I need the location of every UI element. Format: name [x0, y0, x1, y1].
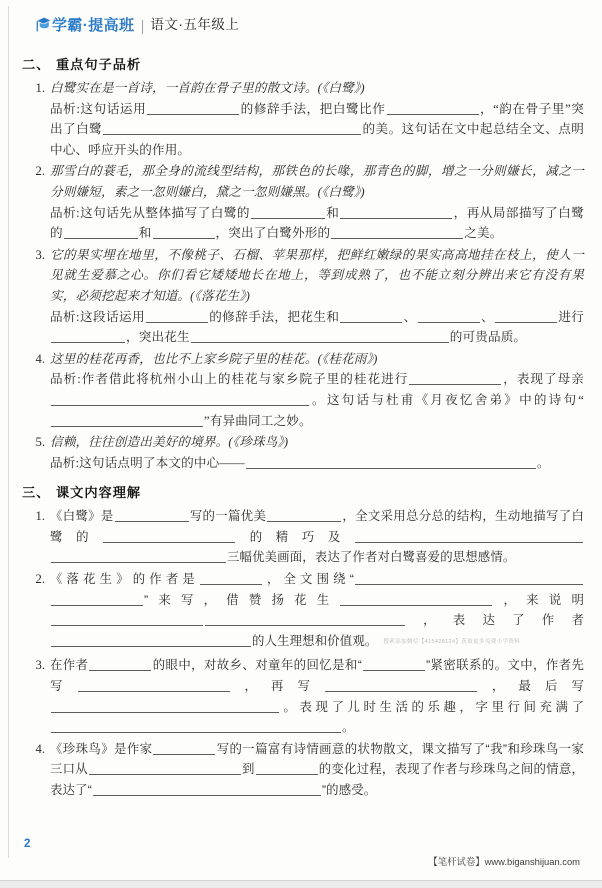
text-run: 三幅优美画面，表达了作者对白鹭喜爱的思想感情。 — [227, 550, 516, 565]
text-run: 的眼中，对故乡、对童年的回忆是和“ — [152, 658, 362, 673]
text-run: 。 — [536, 455, 550, 470]
section-2 — [22, 482, 584, 800]
answer-blank[interactable] — [51, 413, 203, 427]
page-footer — [0, 832, 602, 872]
text-run: 写的一篇优美 — [189, 509, 267, 524]
answer-blank[interactable] — [409, 371, 501, 385]
answer-blank[interactable] — [340, 592, 492, 606]
answer-blank[interactable] — [325, 678, 477, 692]
section-number: 二、 — [22, 57, 51, 72]
question-number: 4. — [35, 351, 45, 366]
question-list — [22, 506, 584, 800]
text-run: 品析:作者借此将杭州小山上的桂花与家乡院子里的桂花进行 — [50, 372, 409, 387]
answer-blank[interactable] — [64, 225, 138, 239]
subject-label: 语文·五年级上 — [150, 17, 240, 33]
answer-blank[interactable] — [387, 101, 479, 115]
answer-blank[interactable] — [51, 633, 251, 647]
question-item — [22, 161, 584, 243]
answer-blank[interactable] — [51, 612, 203, 626]
section-title-text: 课文内容理解 — [56, 485, 142, 501]
question-body — [50, 655, 584, 737]
text-run: ，再从局部描写了白鹭的 — [50, 205, 584, 241]
text-run: 之美。 — [464, 226, 503, 241]
text-run: ，突出了白鹭外形的 — [215, 226, 331, 241]
text-run: 《白鹭》是 — [50, 509, 114, 524]
question-body — [50, 432, 584, 473]
question-item — [22, 506, 584, 568]
text-run: 品析:这段话运用 — [50, 309, 146, 324]
page-left-edge — [8, 6, 9, 858]
question-item — [22, 569, 584, 654]
question-number: 4. — [35, 741, 45, 756]
question-number: 3. — [35, 658, 45, 673]
question-analysis — [50, 453, 584, 474]
answer-blank[interactable] — [251, 205, 325, 219]
answer-blank[interactable] — [153, 741, 215, 755]
answer-blank[interactable] — [495, 309, 557, 323]
answer-blank[interactable] — [256, 761, 318, 775]
watermark-text: 搜索添加微信【415428124】获取更多免费小学资料 — [383, 638, 521, 645]
page-bottom-edge — [0, 880, 602, 888]
question-number: 1. — [35, 509, 45, 524]
question-number: 1. — [35, 81, 45, 95]
brand-title: 学霸·提高班 — [52, 16, 135, 34]
text-run: 《珍珠鸟》是作家 — [50, 741, 153, 756]
answer-blank[interactable] — [340, 309, 402, 323]
question-stem: 它的果实埋在地里，不像桃子、石榴、苹果那样，把鲜红嫩绿的果实高高地挂在枝上，使人一见就生爱慕之心。你们看它矮矮地长在地上，等到成熟了，也不能立刻分辨出来它有没有果实，必须挖起来才知道。(《落花生》) — [50, 247, 584, 303]
question-body — [50, 245, 584, 348]
question-analysis — [50, 203, 584, 244]
question-number: 2. — [35, 164, 45, 179]
answer-blank[interactable] — [355, 571, 583, 585]
answer-blank[interactable] — [51, 392, 309, 406]
answer-blank[interactable] — [340, 205, 452, 219]
answer-blank[interactable] — [78, 678, 230, 692]
answer-blank[interactable] — [89, 761, 241, 775]
question-stem: 白鹭实在是一首诗，一首韵在骨子里的散文诗。(《白鹭》) — [50, 81, 365, 95]
question-item — [22, 78, 584, 160]
text-run: ，突出花生 — [126, 330, 190, 345]
text-run: 到 — [241, 762, 255, 777]
text-run: 品析:这句话先从整体描写了白鹭的 — [50, 205, 250, 220]
text-run: 和 — [325, 205, 340, 220]
answer-blank[interactable] — [93, 782, 321, 796]
question-number: 5. — [35, 435, 45, 450]
text-run: ”有异曲同工之妙。 — [204, 413, 312, 428]
answer-blank[interactable] — [51, 592, 143, 606]
answer-blank[interactable] — [331, 225, 463, 239]
question-text — [50, 655, 584, 737]
question-text — [50, 569, 584, 654]
answer-blank[interactable] — [205, 612, 405, 626]
question-item — [22, 432, 584, 473]
answer-blank[interactable] — [103, 121, 361, 135]
answer-blank[interactable] — [153, 225, 215, 239]
section-heading — [22, 54, 584, 73]
question-text — [50, 506, 584, 568]
text-run: 和 — [138, 226, 152, 241]
text-run: ，全文采用总分总的结构，生动地描写了白鹭的 — [50, 509, 584, 544]
text-run: ，表达了作者 — [406, 613, 584, 628]
text-run: 的修辞手法，把白鹭比作 — [240, 101, 386, 116]
page-content — [0, 39, 602, 801]
text-run: 写的一篇富有诗情画意的状物散文，课文描写了“我”和珍珠鸟一家三口从 — [50, 741, 584, 777]
text-run: 的修辞手法，把花生和 — [209, 309, 340, 324]
text-run: 、 — [403, 309, 417, 324]
text-run: 的美。这句话在文中起总结全文、点明中心、呼应开头的作用。 — [50, 122, 584, 157]
text-run: 进行 — [557, 309, 584, 324]
text-run: 的人生理想和价值观。 — [252, 633, 378, 648]
question-body — [50, 506, 584, 568]
text-run: ，来说明 — [493, 592, 584, 607]
section-1 — [22, 54, 584, 473]
answer-blank[interactable] — [200, 571, 262, 585]
text-run: ，最后写 — [478, 679, 585, 694]
answer-blank[interactable] — [51, 549, 226, 563]
text-run: 在作者 — [50, 658, 89, 673]
question-stem: 信赖，往往创造出美好的境界。(《珍珠鸟》) — [50, 435, 289, 450]
section-number: 三、 — [22, 485, 51, 501]
answer-blank[interactable] — [191, 329, 449, 343]
text-run: 品析:这句话运用 — [50, 101, 147, 116]
text-run: ，再写 — [230, 679, 324, 694]
question-analysis — [50, 369, 584, 431]
answer-blank[interactable] — [355, 529, 583, 543]
answer-blank[interactable] — [147, 101, 239, 115]
graduation-cap-icon — [36, 16, 51, 33]
question-item — [22, 739, 584, 801]
text-run: 《落花生》的作者是 — [50, 572, 199, 587]
answer-blank[interactable] — [51, 719, 341, 733]
answer-blank[interactable] — [103, 529, 235, 543]
answer-blank[interactable] — [418, 309, 480, 323]
text-run: ，全文围绕“ — [262, 572, 354, 587]
text-run: 。表现了儿时生活的乐趣，字里行间充满了 — [280, 699, 584, 714]
text-run: 品析:这句话点明了本文的中心—— — [50, 455, 245, 470]
section-title-text: 重点句子品析 — [56, 57, 142, 72]
answer-blank[interactable] — [363, 657, 425, 671]
question-number: 3. — [35, 247, 45, 262]
question-body — [50, 739, 584, 801]
question-text — [50, 739, 584, 801]
question-analysis — [50, 99, 584, 161]
question-stem: 那雪白的蓑毛，那全身的流线型结构，那铁色的长喙，那青色的脚，增之一分则嫌长，减之一分则嫌短，素之一忽则嫌白，黛之一忽则嫌黑。(《白鹭》) — [50, 164, 584, 199]
question-item — [22, 655, 584, 737]
text-run: 的可贵品质。 — [449, 330, 527, 345]
text-run: 。 — [342, 720, 355, 735]
site-credit: 【笔杆试卷】www.biganshijuan.com — [428, 856, 580, 867]
header-divider — [142, 20, 143, 34]
question-item — [22, 349, 584, 431]
answer-blank[interactable] — [51, 329, 125, 343]
answer-blank[interactable] — [89, 657, 151, 671]
answer-blank[interactable] — [115, 508, 189, 522]
text-run: ”紧密联系的。文中，作者先写 — [50, 658, 584, 694]
page-header — [0, 0, 602, 39]
answer-blank[interactable] — [267, 508, 341, 522]
question-body — [50, 569, 584, 654]
question-item — [22, 245, 584, 348]
question-stem: 这里的桂花再香，也比不上家乡院子里的桂花。(《桂花雨》) — [50, 351, 378, 366]
question-body — [50, 161, 584, 243]
section-heading — [22, 482, 584, 501]
text-run: ”来写，借赞扬花生 — [144, 592, 340, 607]
text-run: ，表现了母亲 — [502, 372, 584, 387]
question-body — [50, 349, 584, 431]
text-run: ，“韵在骨子里”突出了白鹭 — [50, 101, 585, 137]
question-number: 2. — [35, 572, 45, 587]
question-list — [22, 78, 584, 473]
text-run: 的精巧及 — [236, 529, 354, 544]
text-run: 。这句话与杜甫《月夜忆舍弟》中的诗句“ — [310, 392, 584, 407]
answer-blank[interactable] — [51, 699, 279, 713]
question-body — [50, 78, 584, 160]
answer-blank[interactable] — [146, 309, 208, 323]
text-run: 、 — [480, 309, 494, 324]
question-analysis — [50, 307, 584, 348]
text-run: ”的感受。 — [321, 783, 377, 797]
answer-blank[interactable] — [246, 455, 536, 469]
text-run: 的变化过程，表现了作者与珍珠鸟之间的情意，表达了“ — [50, 762, 585, 797]
page-number: 2 — [24, 838, 31, 850]
